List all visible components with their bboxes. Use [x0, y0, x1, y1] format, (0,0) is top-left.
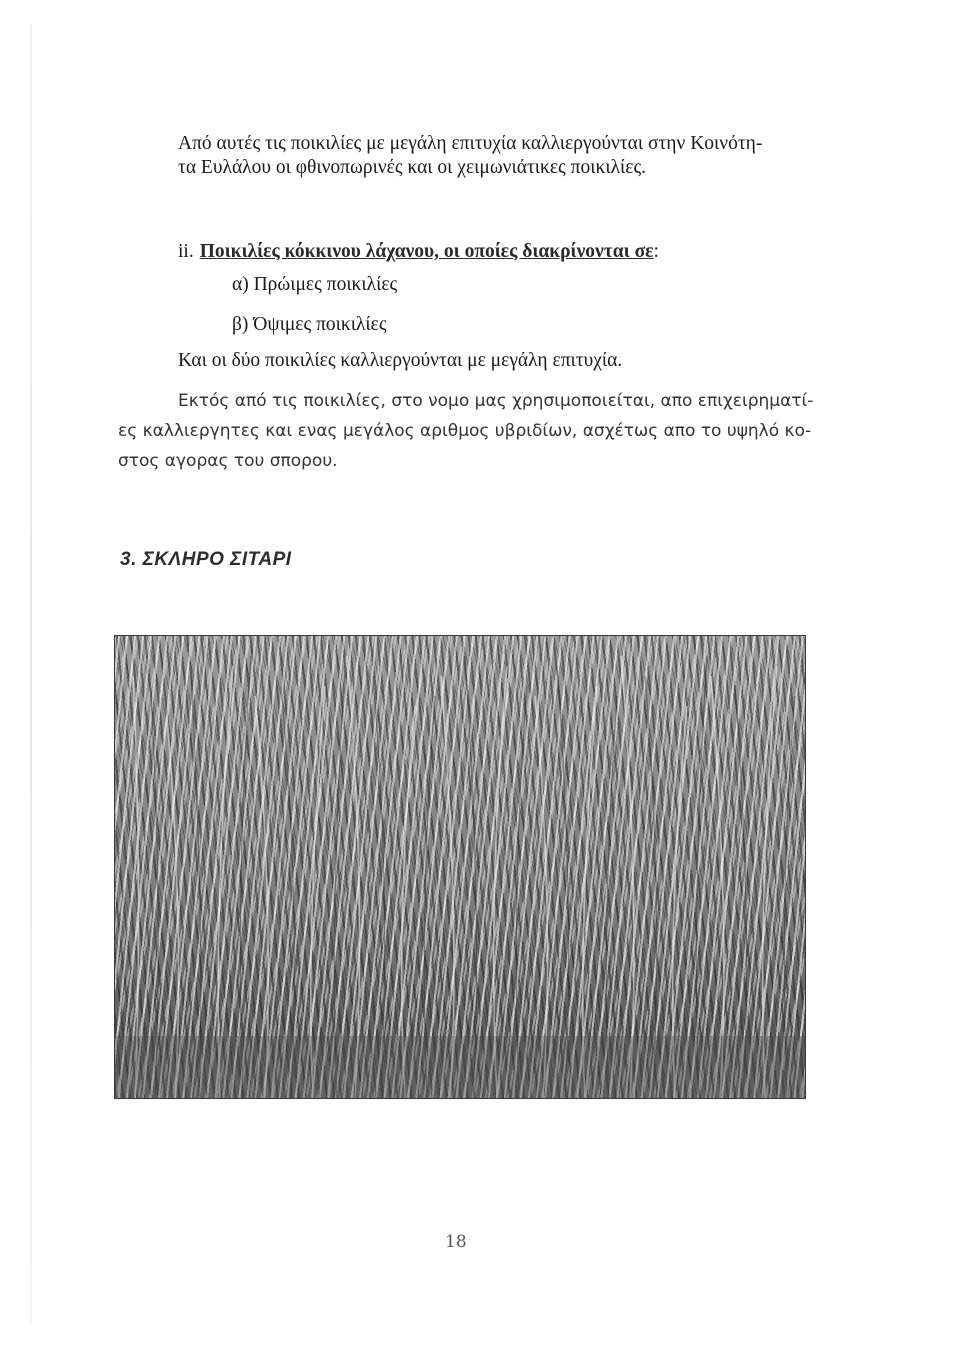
section-3-heading: 3. ΣΚΛΗΡΟ ΣΙΤΑΡΙ — [120, 549, 292, 570]
intro-line-2: τα Ευλάλου οι φθινοπωρινές και οι χειμωνιάτικες ποικιλίες. — [178, 157, 647, 178]
hybrids-paragraph — [118, 386, 813, 476]
page-edge — [30, 24, 32, 1324]
page-number: 18 — [445, 1232, 467, 1252]
intro-paragraph — [178, 132, 762, 180]
list-item-late: β) Όψιμες ποικιλίες — [232, 314, 387, 335]
hybrids-line-1: Εκτός από τις ποικιλίες, στο νομο μας χρησιμοποιείται, απο επιχειρηματί- — [178, 391, 814, 411]
section-ii-title: Ποικιλίες κόκκινου λάχανου, οι οποίες διακρίνονται σε — [199, 241, 654, 262]
wheat-field-photo — [114, 635, 806, 1099]
section-ii-number: ii. — [178, 241, 194, 262]
list-item-early: α) Πρώιμες ποικιλίες — [232, 274, 398, 295]
intro-line-1: Από αυτές τις ποικιλίες με μεγάλη επιτυχία καλλιεργούνται στην Κοινότη- — [178, 133, 763, 154]
hybrids-line-2: ες καλλιεργητες και ενας μεγάλος αριθμος υβριδίων, ασχέτως απο το υψηλό κο- — [118, 421, 812, 441]
hybrids-line-3: στος αγορας του σπορου. — [118, 451, 338, 471]
section-ii-colon: : — [653, 241, 659, 262]
both-varieties-sentence: Και οι δύο ποικιλίες καλλιεργούνται με μεγάλη επιτυχία. — [178, 350, 623, 371]
wheat-texture — [115, 636, 805, 1098]
section-ii-heading — [178, 240, 659, 264]
